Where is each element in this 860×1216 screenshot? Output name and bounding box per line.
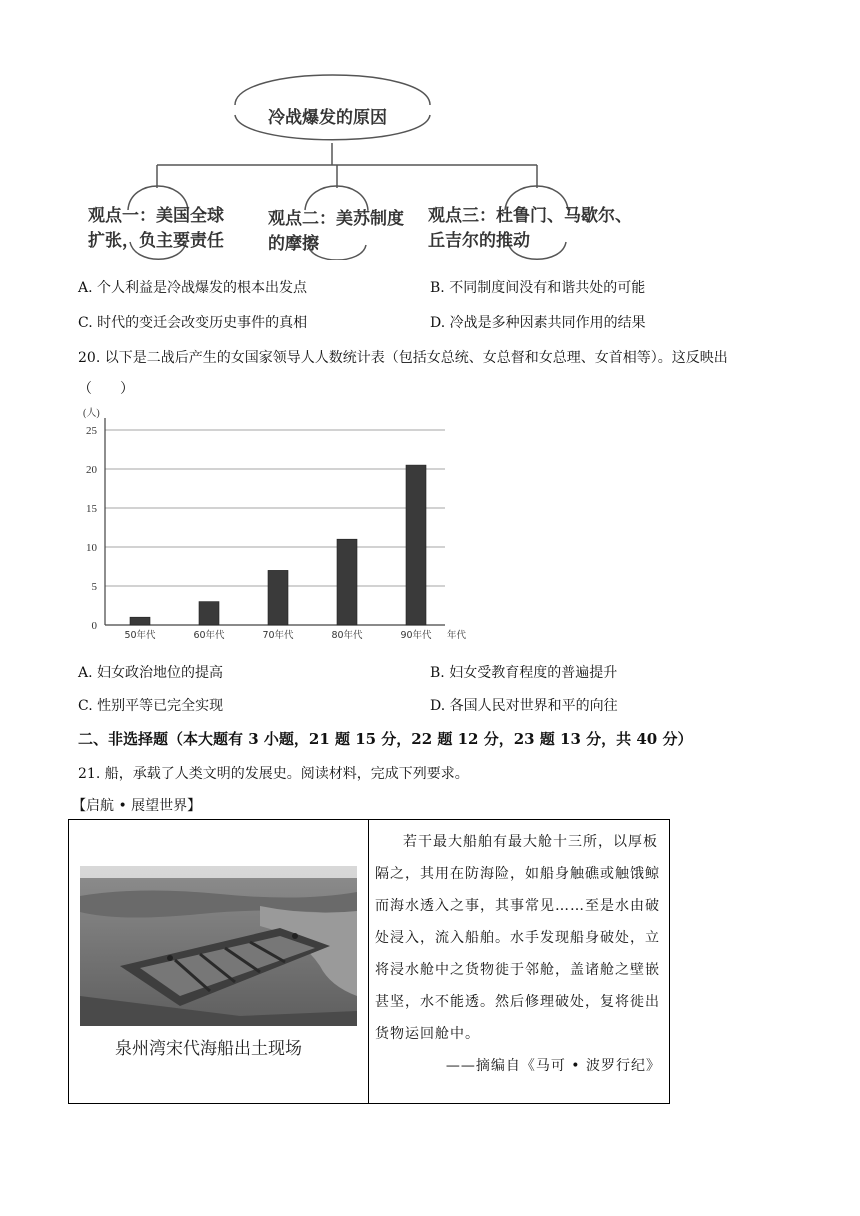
x-tick-label: 80年代 bbox=[331, 630, 363, 641]
x-tick-label: 90年代 bbox=[400, 630, 432, 641]
y-tick-label: 25 bbox=[86, 425, 97, 437]
q19-option-b: B. 不同制度间没有和谐共处的可能 bbox=[430, 280, 646, 296]
q21-stem: 21. 船，承载了人类文明的发展史。阅读材料，完成下列要求。 bbox=[78, 766, 469, 782]
q20-option-a: A. 妇女政治地位的提高 bbox=[78, 665, 224, 681]
photo-caption: 泉州湾宋代海船出土现场 bbox=[115, 1039, 302, 1059]
bar bbox=[337, 539, 357, 625]
text-line: 隔之，其用在防海险，如船身触礁或触饿鲸 bbox=[375, 866, 660, 882]
text-source: ——摘编自《马可 • 波罗行纪》 bbox=[445, 1058, 661, 1074]
x-axis-label: 年代 bbox=[447, 630, 467, 641]
y-tick-label: 0 bbox=[91, 620, 97, 632]
bar bbox=[199, 602, 219, 625]
q19-option-d: D. 冷战是多种因素共同作用的结果 bbox=[430, 315, 646, 331]
diagram-view-3-line2: 丘吉尔的推动 bbox=[428, 231, 530, 251]
q20-option-b: B. 妇女受教育程度的普遍提升 bbox=[430, 665, 618, 681]
material-text bbox=[375, 826, 665, 1082]
y-tick-label: 15 bbox=[86, 503, 97, 515]
q19-option-c: C. 时代的变迁会改变历史事件的真相 bbox=[78, 315, 308, 331]
text-line: 货物运回舱中。 bbox=[375, 1026, 480, 1042]
text-line: 而海水透入之事，其事常见……至是水由破 bbox=[375, 898, 660, 914]
x-tick-label: 60年代 bbox=[193, 630, 225, 641]
y-tick-label: 20 bbox=[86, 464, 97, 476]
text-line: 处浸入，流入船舶。水手发现船身破处，立 bbox=[375, 930, 660, 946]
diagram-title: 冷战爆发的原因 bbox=[268, 108, 387, 128]
diagram-view-1-line2: 扩张，负主要责任 bbox=[88, 231, 224, 251]
y-tick-label: 5 bbox=[91, 581, 97, 593]
diagram-view-1-line1: 观点一：美国全球 bbox=[88, 206, 224, 226]
q19-option-a: A. 个人利益是冷战爆发的根本出发点 bbox=[78, 280, 308, 296]
text-line: 若干最大船舶有最大舱十三所，以厚板 bbox=[403, 834, 658, 850]
female-leaders-bar-chart bbox=[60, 405, 480, 650]
material-table bbox=[68, 819, 670, 1104]
x-tick-label: 70年代 bbox=[262, 630, 294, 641]
diagram-view-3-line1: 观点三：杜鲁门、马歇尔、 bbox=[428, 206, 632, 226]
text-line: 甚坚，水不能透。然后修理破处，复将徙出 bbox=[375, 994, 660, 1010]
diagram-view-2-line2: 的摩擦 bbox=[268, 234, 319, 254]
bar bbox=[130, 617, 150, 625]
q20-option-c: C. 性别平等已完全实现 bbox=[78, 698, 224, 714]
q21-subheading: 【启航 • 展望世界】 bbox=[72, 798, 202, 814]
x-tick-label: 50年代 bbox=[124, 630, 156, 641]
diagram-view-2-line1: 观点二：美苏制度 bbox=[268, 209, 404, 229]
q20-answer-blank: （ ） bbox=[78, 381, 134, 397]
bar bbox=[268, 570, 288, 625]
text-line: 将浸水舱中之货物徙于邻舱，盖诸舱之壁嵌 bbox=[375, 962, 660, 978]
bar bbox=[406, 465, 426, 625]
q20-stem: 20. 以下是二战后产生的女国家领导人人数统计表（包括女总统、女总督和女总理、女首相等）。这反映出 bbox=[78, 350, 728, 366]
y-axis-label: (人) bbox=[83, 408, 100, 419]
table-divider bbox=[368, 820, 369, 1103]
y-tick-label: 10 bbox=[86, 542, 97, 554]
section-heading: 二、非选择题（本大题有 3 小题，21 题 15 分，22 题 12 分，23 题 13 分，共 40 分） bbox=[78, 730, 693, 748]
shipwreck-photo bbox=[80, 866, 357, 1026]
q20-option-d: D. 各国人民对世界和平的向往 bbox=[430, 698, 618, 714]
